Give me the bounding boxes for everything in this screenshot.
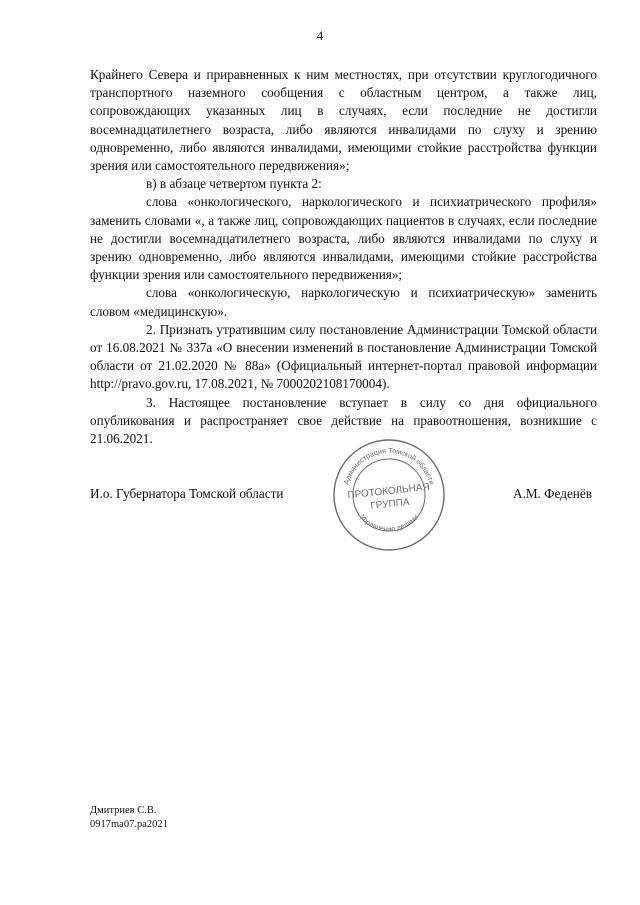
official-stamp — [330, 436, 448, 554]
stamp-center-line2: ГРУППА — [369, 496, 411, 512]
signatory-position: И.о. Губернатора Томской области — [90, 486, 284, 501]
stamp-ring-text-bottom: Управление делами — [358, 512, 420, 534]
paragraph-replace-words-2: слова «онкологическую, наркологическую и психиатрическую» заменить словом «медицинскую». — [90, 285, 597, 319]
document-body — [90, 66, 597, 448]
footer — [90, 804, 168, 832]
footer-code: 0917ma07.pa2021 — [90, 819, 168, 830]
paragraph-point-3: 3. Настоящее постановление вступает в силу со дня официального опубликования и распространяет свое действие на правоотношения, возникшие с 21.06.2021. — [90, 394, 597, 447]
signatory-name: А.М. Феденёв — [513, 486, 592, 501]
stamp-center-line1: ПРОТОКОЛЬНАЯ — [347, 481, 431, 502]
footer-author: Дмитриев С.В. — [90, 805, 157, 816]
paragraph-continuation: Крайнего Севера и приравненных к ним местностях, при отсутствии круглогодичного транспортного наземного сообщения с областным центром, а также лиц, сопровождающих указанных лиц в случаях, если последние не достигли восемнадцатилетнего возраста, либо являются инвалидами по слуху и зрению одновременно, либо являются инвалидами, имеющими стойкие расстройства функции зрения или самостоятельного передвижения»; — [90, 67, 597, 174]
paragraph-item-v: в) в абзаце четвертом пункта 2: — [146, 176, 322, 192]
paragraph-replace-words-1: слова «онкологического, наркологического и психиатрического профиля» заменить словами «, а также лиц, сопровождающих пациентов в случаях, если последние не достигли восемнадцатилетнего возраста, либо являются инвалидами по слуху и зрению одновременно, либо являются инвалидами, имеющими стойкие расстройства функции зрения или самостоятельного передвижения»; — [90, 194, 597, 283]
page-number: 4 — [316, 28, 324, 43]
stamp-ring-text: Администрация Томской области — [341, 445, 437, 486]
paragraph-point-2: 2. Признать утратившим силу постановление Администрации Томской области от 16.08.2021 № 337а «О внесении изменений в постановление Администрации Томской области от 21.02.2020 № 88а» (Официальный интернет-портал правовой информации http://pravo.gov.ru, 17.08.2021, № 7000202108170004). — [90, 321, 597, 392]
